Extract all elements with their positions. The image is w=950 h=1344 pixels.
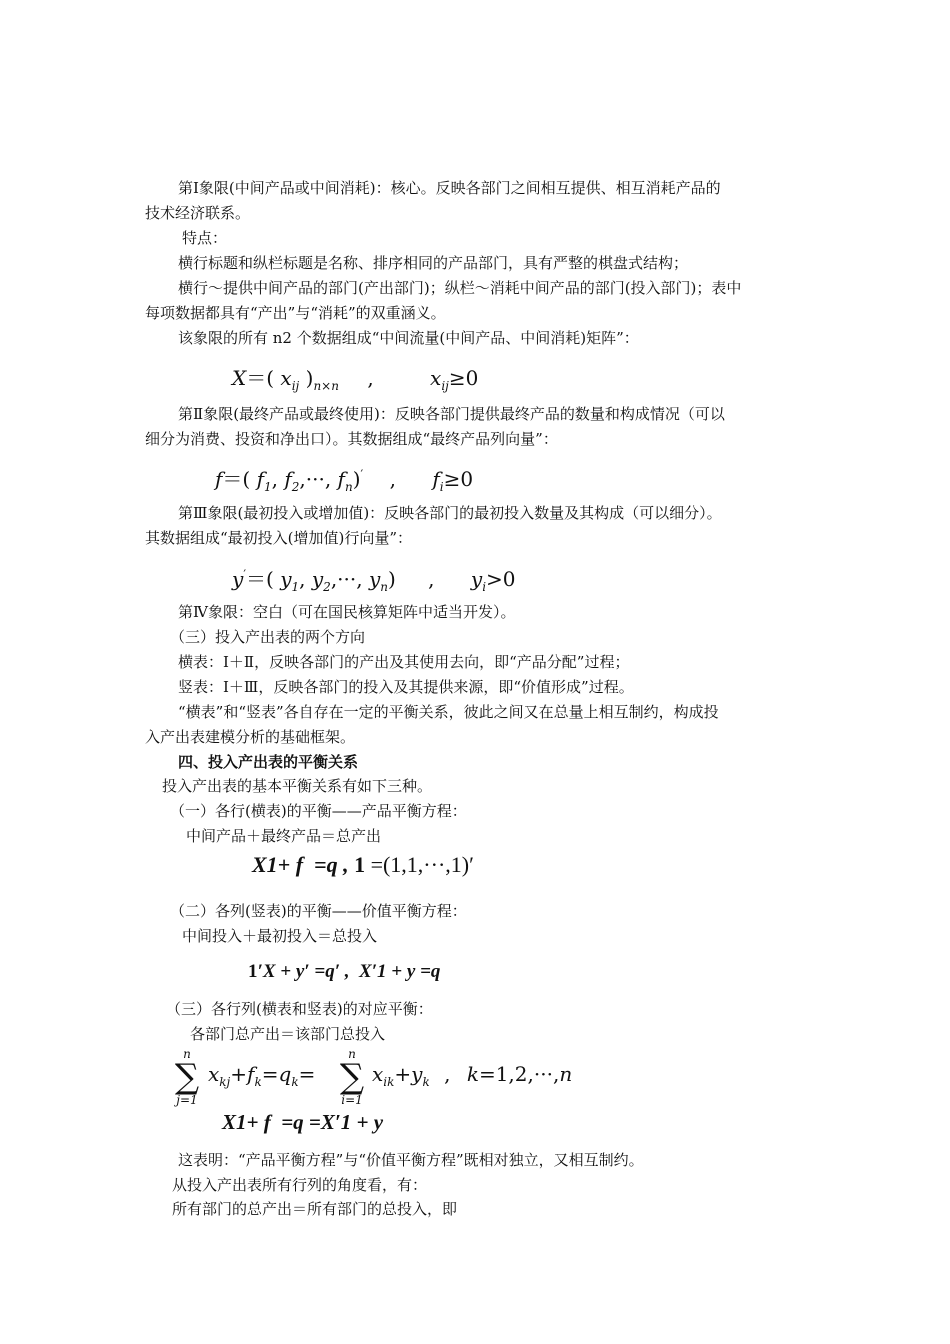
para-row-balance-title: （一）各行(横表)的平衡——产品平衡方程： [170,802,467,820]
formula-sector-balance-rhs: $x_{ik}+y_k$ , k=1,2,···,n [372,1062,573,1089]
para-joint-balance-text: 各部门总产出＝该部门总投入 [190,1025,386,1043]
formula-final-product-vector: f＝( $f_1$, $f_2,\cdot\cdot\cdot$, $f_n)'$ , $f_i\ge 0$ [215,467,474,494]
para-conclusion: 这表明：“产品平衡方程”与“价值平衡方程”既相对独立，又相互制约。 [178,1151,644,1169]
para-quadrant3-line2: 其数据组成“最初投入(增加值)行向量”： [145,529,413,547]
formula-joint-balance: X1+ f =q =X′1 + y [222,1110,384,1134]
para-vertical-table: 竖表：Ⅰ＋Ⅲ，反映各部门的投入及其提供来源，即“价值形成”过程。 [178,678,634,696]
summation-i: n ∑ i=1 [339,1047,365,1107]
para-quadrant2-line2: 细分为消费、投资和净出口）。其数据组成“最终产品列向量”： [145,430,558,448]
para-joint-balance-title: （三）各行列(横表和竖表)的对应平衡： [166,1000,433,1018]
para-features-1: 横行标题和纵栏标题是名称、排序相同的产品部门，具有严整的棋盘式结构； [178,254,689,272]
para-all-sectors-view: 从投入产出表所有行列的角度看，有： [172,1176,428,1194]
para-horizontal-table: 横表：Ⅰ＋Ⅱ，反映各部门的产出及其使用去向，即“产品分配”过程； [178,653,630,671]
para-row-balance-text: 中间产品＋最终产品＝总产出 [186,827,382,845]
para-column-balance-text: 中间投入＋最初投入＝总投入 [182,927,378,945]
formula-sector-balance: $x_{kj}+f_k=q_k=$ [208,1062,316,1089]
summation-j: n ∑ j=1 [174,1047,200,1107]
para-quadrant2-line1: 第Ⅱ象限(最终产品或最终使用)：反映各部门提供最终产品的数量和构成情况（可以 [178,405,725,423]
para-features-2-line2: 每项数据都具有“产出”与“消耗”的双重涵义。 [145,304,446,322]
formula-product-balance: X1+ f =q , 1 =(1,1,···,1)′ [252,852,474,877]
para-balance-intro: 投入产出表的基本平衡关系有如下三种。 [162,777,433,795]
formula-initial-input-vector: y′＝( $y_1$, $y_2,\cdot\cdot\cdot$, $y_n$) , $y_i>0$ [232,567,516,594]
para-quadrant3-line1: 第Ⅲ象限(最初投入或增加值)：反映各部门的最初投入数量及其构成（可以细分）。 [178,504,722,522]
para-section3-title: （三）投入产出表的两个方向 [170,628,366,646]
para-all-sectors-balance: 所有部门的总产出＝所有部门的总投入，即 [172,1200,458,1218]
para-quadrant4: 第Ⅳ象限：空白（可在国民核算矩阵中适当开发）。 [178,603,516,621]
para-features-2-line1: 横行～提供中间产品的部门(产出部门)；纵栏～消耗中间产品的部门(投入部门)；表中 [178,279,742,297]
formula-intermediate-matrix: X＝( $x_{ij}$ )$_{n\times n}$ , $x_{ij}\ge 0$ [232,366,479,393]
para-quadrant1-line1: 第Ⅰ象限(中间产品或中间消耗)：核心。反映各部门之间相互提供、相互消耗产品的 [178,179,721,197]
para-matrix-intro: 该象限的所有 n2 个数据组成“中间流量(中间产品、中间消耗)矩阵”： [178,329,639,347]
para-relation-line2: 入产出表建模分析的基础框架。 [145,728,356,746]
para-column-balance-title: （二）各列(竖表)的平衡——价值平衡方程： [170,902,467,920]
para-quadrant1-line2: 技术经济联系。 [145,204,251,222]
formula-value-balance: 1′X + y′ =q′ , X′1 + y =q [248,961,441,982]
section-heading-balance: 四、投入产出表的平衡关系 [178,753,359,771]
para-features-label: 特点： [182,229,228,247]
para-relation-line1: “横表”和“竖表”各自存在一定的平衡关系，彼此之间又在总量上相互制约，构成投 [178,703,719,721]
